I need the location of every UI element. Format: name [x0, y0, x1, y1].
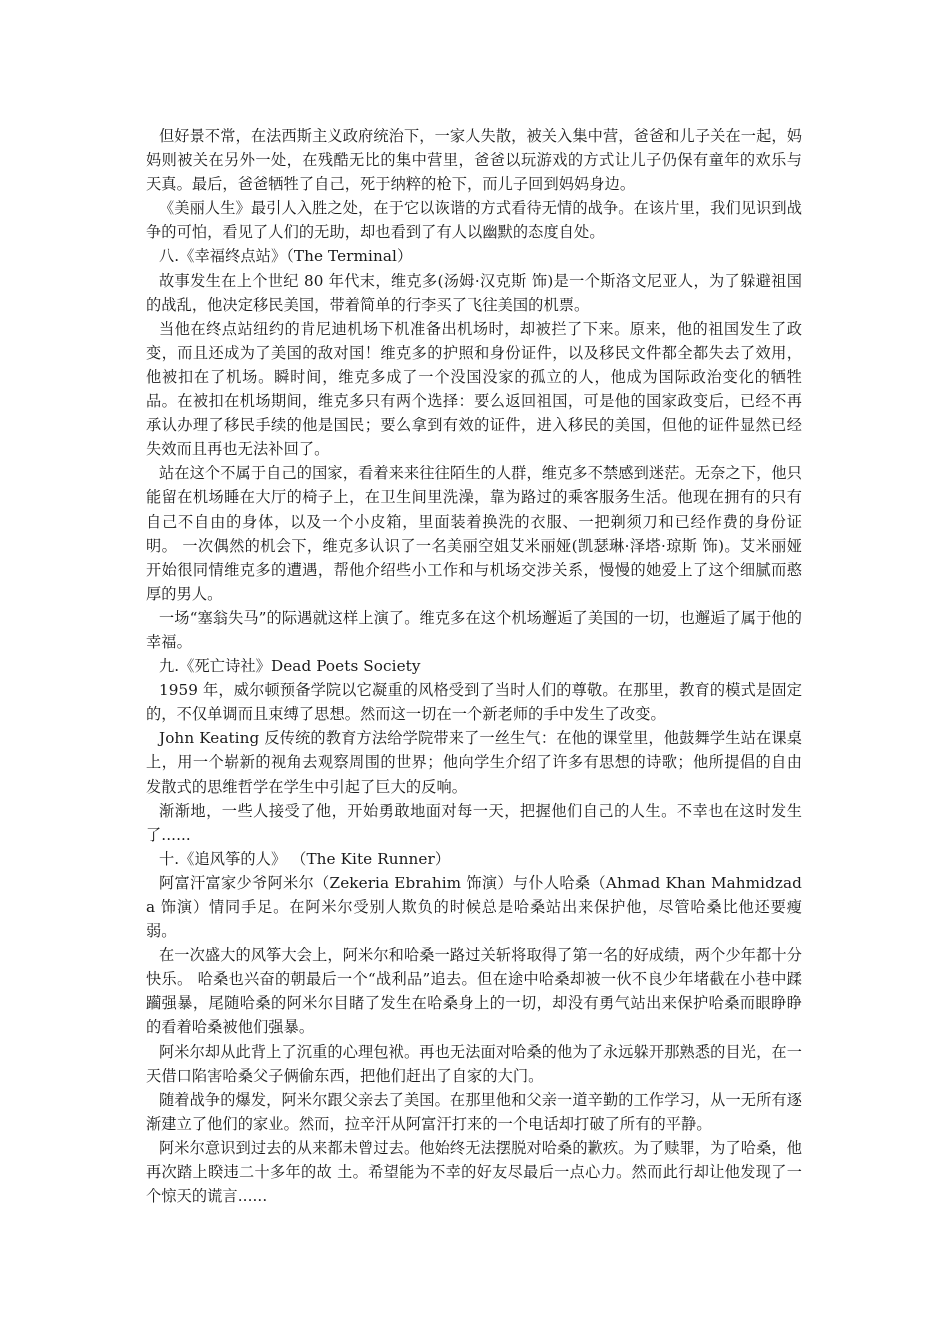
paragraph-kite-runner-return: 阿米尔意识到过去的从来都未曾过去。他始终无法摆脱对哈桑的歉疚。为了赎罪，为了哈桑，他再次踏上睽违二十多年的故 土。希望能为不幸的好友尽最后一点心力。然而此行却让他发现了一个惊天的谎言......: [146, 1138, 802, 1206]
paragraph-life-is-beautiful-review: 《美丽人生》最引人入胜之处，在于它以诙谐的方式看待无情的战争。在该片里，我们见识到战争的可怕，看见了人们的无助，却也看到了有人以幽默的态度自处。: [146, 199, 802, 242]
paragraph-kite-runner-contest: 在一次盛大的风筝大会上，阿米尔和哈桑一路过关斩将取得了第一名的好成绩，两个少年都十分快乐。 哈桑也兴奋的朝最后一个“战利品”追去。但在途中哈桑却被一伙不良少年堵截在小巷中蹂躏强暴，尾随哈桑的阿米尔目睹了发生在哈桑身上的一切，却没有勇气站出来保护哈桑而眼睁睁的看着哈桑被他们强暴。: [146, 946, 802, 1037]
paragraph-terminal-detained: 当他在终点站纽约的肯尼迪机场下机准备出机场时，却被拦了下来。原来，他的祖国发生了政变，而且还成为了美国的敌对国！维克多的护照和身份证件，以及移民文件都全都失去了效用，他被扣在了机场。瞬时间，维克多成了一个没国没家的孤立的人，他成为国际政治变化的牺牲品。在被扣在机场期间，维克多只有两个选择：要么返回祖国，可是他的国家政变后，已经不再承认办理了移民手续的他是国民；要么拿到有效的证件，进入移民的美国，但他的证件显然已经失效而且再也无法补回了。: [146, 319, 802, 459]
paragraph-kite-runner-intro: 阿富汗富家少爷阿米尔（Zekeria Ebrahim 饰演）与仆人哈桑（Ahmad Khan Mahmidzada 饰演）情同手足。在阿米尔受别人欺负的时候总是哈桑站出来保护他，尽管哈桑比他还要瘦弱。: [146, 873, 802, 941]
section-heading-kite-runner: 十.《追风筝的人》 （The Kite Runner）: [159, 849, 451, 868]
document-page: [146, 124, 802, 1208]
paragraph-kite-runner-america: 随着战争的爆发，阿米尔跟父亲去了美国。在那里他和父亲一道辛勤的工作学习，从一无所有逐渐建立了他们的家业。然而，拉辛汗从阿富汗打来的一个电话却打破了所有的平静。: [146, 1090, 802, 1133]
paragraph-terminal-ending: 一场“塞翁失马”的际遇就这样上演了。维克多在这个机场邂逅了美国的一切，也邂逅了属于他的幸福。: [146, 608, 802, 651]
paragraph-life-is-beautiful-plot: 但好景不常，在法西斯主义政府统治下，一家人失散，被关入集中营，爸爸和儿子关在一起，妈妈则被关在另外一处，在残酷无比的集中营里，爸爸以玩游戏的方式让儿子仍保有童年的欢乐与天真。最后，爸爸牺牲了自己，死于纳粹的枪下，而儿子回到妈妈身边。: [146, 127, 802, 194]
section-heading-the-terminal: 八.《幸福终点站》（The Terminal）: [159, 247, 413, 266]
paragraph-kite-runner-guilt: 阿米尔却从此背上了沉重的心理包袱。再也无法面对哈桑的他为了永远躲开那熟悉的目光，在一天借口陷害哈桑父子俩偷东西，把他们赶出了自家的大门。: [146, 1042, 802, 1085]
paragraph-dead-poets-keating: John Keating 反传统的教育方法给学院带来了一丝生气：在他的课堂里，他鼓舞学生站在课桌上，用一个崭新的视角去观察周围的世界；他向学生介绍了许多有思想的诗歌；他所提倡的自由发散式的思维哲学在学生中引起了巨大的反响。: [146, 729, 802, 796]
paragraph-terminal-intro: 故事发生在上个世纪 80 年代末，维克多(汤姆·汉克斯 饰)是一个斯洛文尼亚人，为了躲避祖国的战乱，他决定移民美国，带着简单的行李买了飞往美国的机票。: [146, 271, 802, 314]
paragraph-terminal-airport-life: 站在这个不属于自己的国家，看着来来往往陌生的人群，维克多不禁感到迷茫。无奈之下，他只能留在机场睡在大厅的椅子上，在卫生间里洗澡，靠为路过的乘客服务生活。他现在拥有的只有自己不自由的身体，以及一个小皮箱，里面装着换洗的衣服、一把剃须刀和已经作费的身份证明。 一次偶然的机会下，维克多认识了一名美丽空姐艾米丽娅(凯瑟琳·泽塔·琼斯 饰)。艾米丽娅开始很同情维克多的遭遇，帮他介绍些小工作和与机场交涉关系，慢慢的她爱上了这个细腻而憨厚的男人。: [146, 464, 802, 603]
paragraph-dead-poets-intro: 1959 年，威尔顿预备学院以它凝重的风格受到了当时人们的尊敬。在那里，教育的模式是固定的，不仅单调而且束缚了思想。然而这一切在一个新老师的手中发生了改变。: [146, 681, 802, 724]
section-heading-dead-poets-society: 九.《死亡诗社》Dead Poets Society: [159, 657, 421, 676]
paragraph-dead-poets-ending: 渐渐地，一些人接受了他，开始勇敢地面对每一天，把握他们自己的人生。不幸也在这时发生了......: [146, 801, 802, 844]
